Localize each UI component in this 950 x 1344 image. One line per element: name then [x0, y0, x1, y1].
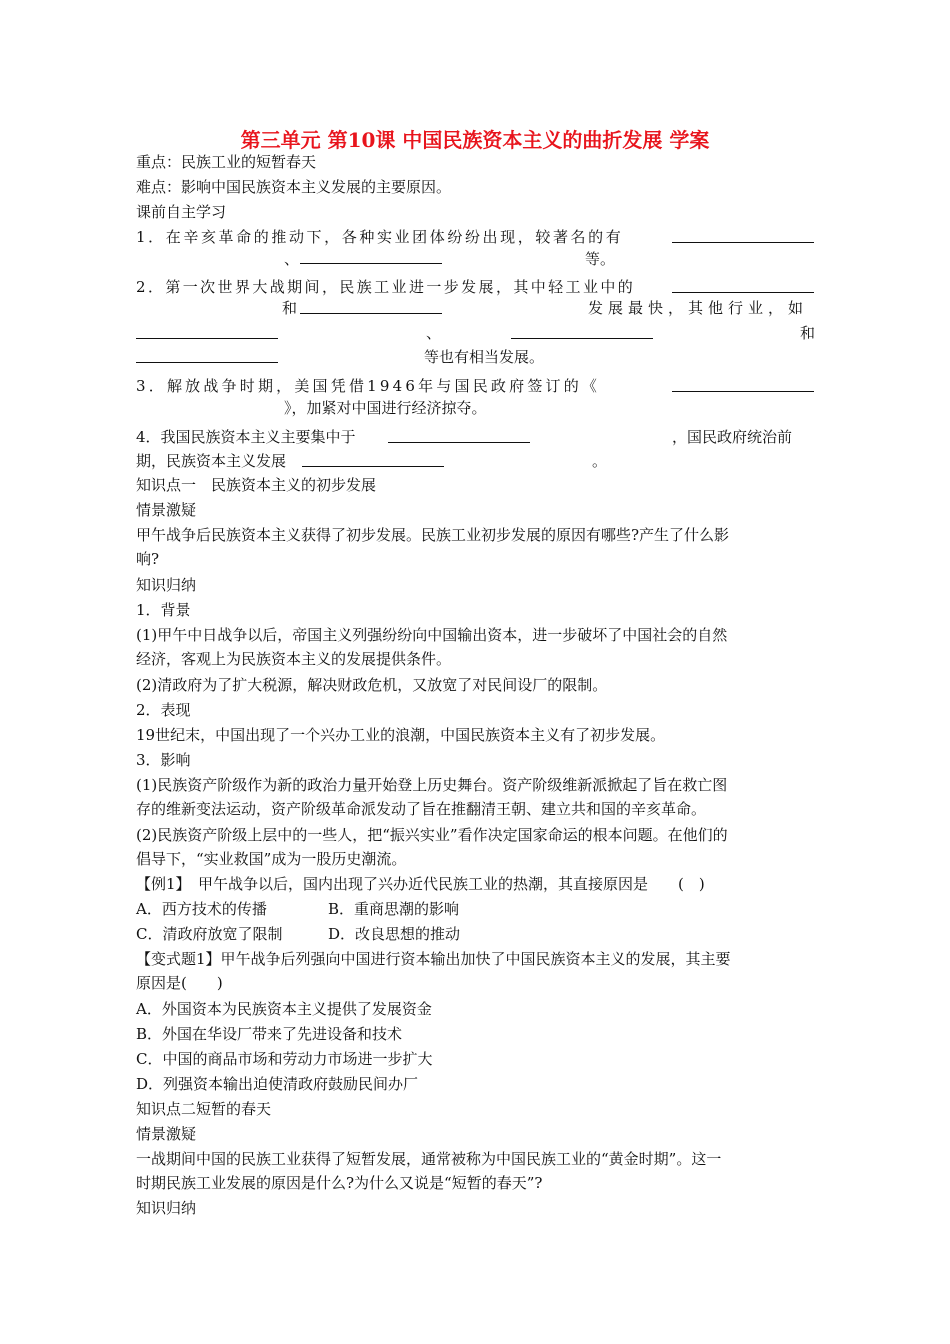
knowledge-point-1: 知识点一 民族资本主义的初步发展 — [136, 476, 377, 494]
background-1-line-1: (1)甲午中日战争以后，帝国主义列强纷纷向中国输出资本，进一步破坏了中国社会的自然 — [136, 626, 728, 644]
background-1-line-2: 经济，客观上为民族资本主义的发展提供条件。 — [136, 650, 452, 668]
impact-1-line-2: 存的维新变法运动，资产阶级革命派发动了旨在推翻清王朝、建立共和国的辛亥革命。 — [136, 800, 707, 818]
q4-line2: 期，民族资本主义发展 — [136, 452, 287, 470]
performance-1: 19世纪末，中国出现了一个兴办工业的浪潮，中国民族资本主义有了初步发展。 — [136, 726, 666, 744]
section-pre-class: 课前自主学习 — [136, 203, 227, 221]
variant-1-option-d[interactable]: D．列强资本输出迫使清政府鼓励民间办厂 — [136, 1075, 419, 1093]
example-1-option-b[interactable]: B．重商思潮的影响 — [328, 900, 460, 918]
summary-heading-1: 知识归纳 — [136, 576, 197, 594]
q2-blank-5[interactable] — [136, 346, 278, 363]
q1-end: 等。 — [585, 250, 616, 268]
q3-text: 3．解放战争时期，美国凭借1946年与国民政府签订的《 — [136, 377, 601, 395]
variant-1-option-a[interactable]: A．外国资本为民族资本主义提供了发展资金 — [136, 1000, 432, 1018]
q4-end: 。 — [592, 452, 608, 470]
variant-1-line-1: 【变式题1】甲午战争后列强向中国进行资本输出加快了中国民族资本主义的发展，其主要 — [136, 950, 731, 968]
q2-blank-1[interactable] — [672, 276, 814, 293]
performance-heading: 2．表现 — [136, 701, 191, 719]
situation-1-line-1: 甲午战争后民族资本主义获得了初步发展。民族工业初步发展的原因有哪些?产生了什么影 — [136, 526, 730, 544]
q1-blank-1[interactable] — [672, 226, 814, 243]
summary-heading-2: 知识归纳 — [136, 1199, 197, 1217]
q2-text: 2．第一次世界大战期间，民族工业进一步发展，其中轻工业中的 — [136, 278, 636, 296]
q2-and-2: 和 — [800, 324, 816, 342]
example-1-question: 【例1】 甲午战争以后，国内出现了兴办近代民族工业的热潮，其直接原因是 ( ) — [136, 875, 705, 893]
difficult-point: 难点：影响中国民族资本主义发展的主要原因。 — [136, 178, 452, 196]
impact-2-line-1: (2)民族资产阶级上层中的一些人，把“振兴实业”看作决定国家命运的根本问题。在他们的 — [136, 826, 728, 844]
q3-end: 》，加紧对中国进行经济掠夺。 — [284, 399, 487, 417]
q1-blank-2[interactable] — [300, 247, 442, 264]
q3-blank[interactable] — [672, 375, 814, 392]
situation-2-line-2: 时期民族工业发展的原因是什么?为什么又说是“短暂的春天”? — [136, 1174, 543, 1192]
q1-text: 1．在辛亥革命的推动下，各种实业团体纷纷出现，较著名的有 — [136, 228, 624, 246]
variant-1-line-2: 原因是( ) — [136, 974, 223, 992]
example-1-option-d[interactable]: D．改良思想的推动 — [328, 925, 461, 943]
example-1-option-a[interactable]: A．西方技术的传播 — [136, 900, 267, 918]
q2-end: 等也有相当发展。 — [424, 348, 545, 366]
page-title: 第三单元 第10课 中国民族资本主义的曲折发展 学案 — [240, 128, 710, 152]
knowledge-point-2: 知识点二短暂的春天 — [136, 1100, 272, 1118]
variant-1-option-b[interactable]: B．外国在华设厂带来了先进设备和技术 — [136, 1025, 403, 1043]
variant-1-option-c[interactable]: C．中国的商品市场和劳动力市场进一步扩大 — [136, 1050, 433, 1068]
situation-heading-1: 情景激疑 — [136, 501, 197, 519]
example-1-option-c[interactable]: C．清政府放宽了限制 — [136, 925, 283, 943]
q1-separator: 、 — [284, 250, 300, 268]
q4-blank-2[interactable] — [302, 450, 444, 467]
q2-blank-2[interactable] — [300, 297, 442, 314]
situation-2-line-1: 一战期间中国的民族工业获得了短暂发展，通常被称为中国民族工业的“黄金时期”。这一 — [136, 1150, 722, 1168]
situation-1-line-2: 响? — [136, 550, 160, 568]
q2-mid: 发展最快，其他行业，如 — [588, 299, 809, 317]
q2-sep: 、 — [426, 324, 442, 342]
situation-heading-2: 情景激疑 — [136, 1125, 197, 1143]
q2-blank-3[interactable] — [136, 322, 278, 339]
background-2: (2)清政府为了扩大税源，解决财政危机，又放宽了对民间设厂的限制。 — [136, 676, 608, 694]
q4-mid: ，国民政府统治前 — [672, 428, 793, 446]
background-heading: 1．背景 — [136, 601, 191, 619]
q4-text: 4．我国民族资本主义主要集中于 — [136, 428, 356, 446]
impact-heading: 3．影响 — [136, 751, 191, 769]
q2-blank-4[interactable] — [511, 322, 653, 339]
key-point: 重点：民族工业的短暂春天 — [136, 153, 317, 171]
impact-1-line-1: (1)民族资产阶级作为新的政治力量开始登上历史舞台。资产阶级维新派掀起了旨在救亡图 — [136, 776, 728, 794]
impact-2-line-2: 倡导下，“实业救国”成为一股历史潮流。 — [136, 850, 407, 868]
q2-and: 和 — [282, 299, 298, 317]
q4-blank-1[interactable] — [388, 426, 530, 443]
